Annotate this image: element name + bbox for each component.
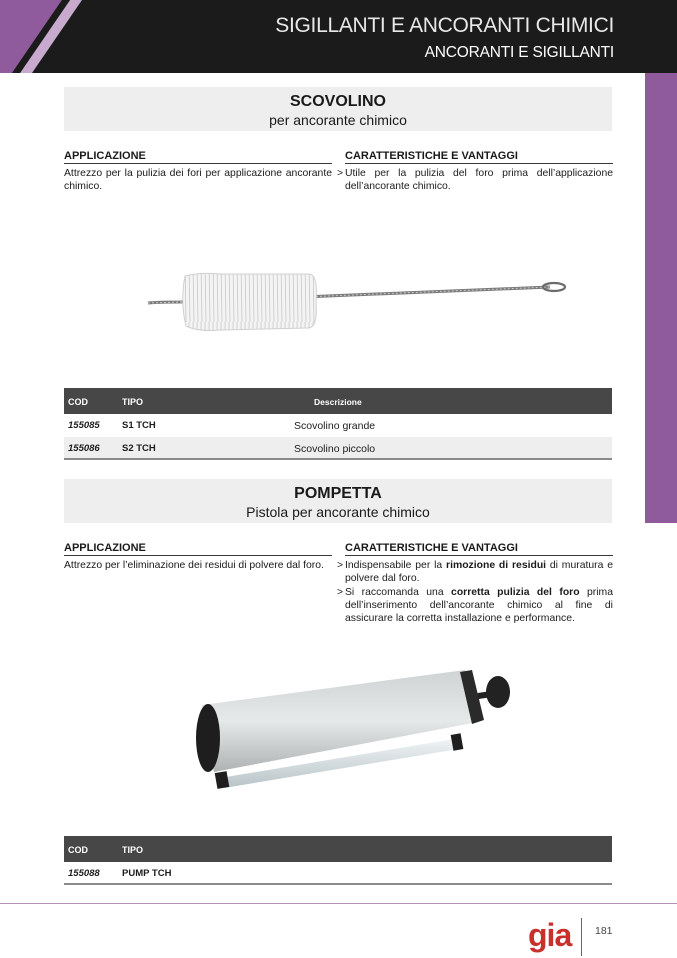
page-number: 181 [595, 925, 613, 937]
col-descrizione: Descrizione [314, 397, 362, 407]
feature-item [337, 559, 613, 585]
cell-cod: 155085 [68, 420, 100, 431]
application-text: Attrezzo per la pulizia dei fori per applicazione ancorante chimico. [64, 168, 332, 192]
brush-product-image [140, 262, 570, 342]
application-heading: APPLICAZIONE [64, 542, 332, 556]
product-subtitle: Pistola per ancorante chimico [246, 504, 430, 520]
cell-cod: 155086 [68, 443, 100, 454]
cell-tipo: S1 TCH [122, 420, 156, 431]
feature-marker: > [337, 168, 344, 179]
feature-text: Si raccomanda una [345, 587, 452, 598]
feature-text: prima dell’inserimento dell’ancorante chimico al fine di assicurare la corretta installazione e performance. [345, 587, 613, 624]
header-category: SIGILLANTI E ANCORANTI CHIMICI [275, 14, 614, 37]
header-stripes-decoration [0, 0, 110, 73]
feature-item [337, 167, 613, 193]
feature-text-bold: corretta pulizia del foro [451, 587, 580, 598]
logo-separator [581, 918, 582, 956]
feature-marker: > [337, 587, 344, 598]
feature-text: di muratura e polvere dal foro. [345, 560, 613, 584]
col-tipo: TIPO [122, 397, 144, 407]
feature-item [337, 586, 613, 625]
features-heading: CARATTERISTICHE E VANTAGGI [345, 542, 613, 556]
cell-descrizione: Scovolino piccolo [294, 443, 376, 455]
product-table-header [64, 388, 612, 414]
side-tab-marker [645, 73, 677, 523]
feature-text: Utile per la pulizia del foro prima dell’applicazione dell’ancorante chimico. [345, 168, 613, 192]
cell-tipo: S2 TCH [122, 443, 156, 454]
application-heading: APPLICAZIONE [64, 150, 332, 164]
feature-text-bold: rimozione di residui [446, 560, 547, 571]
table-row [64, 862, 612, 885]
footer-divider [0, 903, 677, 904]
pump-product-image [180, 660, 530, 800]
product-subtitle: per ancorante chimico [269, 112, 407, 128]
application-text: Attrezzo per l’eliminazione dei residui di polvere dal foro. [64, 560, 324, 571]
header-subcategory: ANCORANTI E SIGILLANTI [424, 44, 614, 61]
feature-marker: > [337, 560, 344, 571]
col-cod: COD [68, 397, 88, 407]
product-table-header [64, 836, 612, 862]
col-tipo: TIPO [122, 845, 144, 855]
table-row [64, 414, 612, 437]
table-row [64, 437, 612, 460]
product-title: SCOVOLINO [289, 93, 386, 110]
cell-descrizione: Scovolino grande [294, 420, 376, 432]
feature-text: Indispensabile per la [345, 560, 447, 571]
product-title-box [64, 87, 612, 131]
col-cod: COD [68, 845, 88, 855]
cell-cod: 155088 [68, 868, 100, 879]
brand-logo: gia [528, 917, 572, 953]
cell-tipo: PUMP TCH [122, 868, 172, 879]
header-band [0, 0, 677, 73]
product-title-box [64, 479, 612, 523]
features-heading: CARATTERISTICHE E VANTAGGI [345, 150, 613, 164]
product-title: POMPETTA [294, 485, 382, 502]
